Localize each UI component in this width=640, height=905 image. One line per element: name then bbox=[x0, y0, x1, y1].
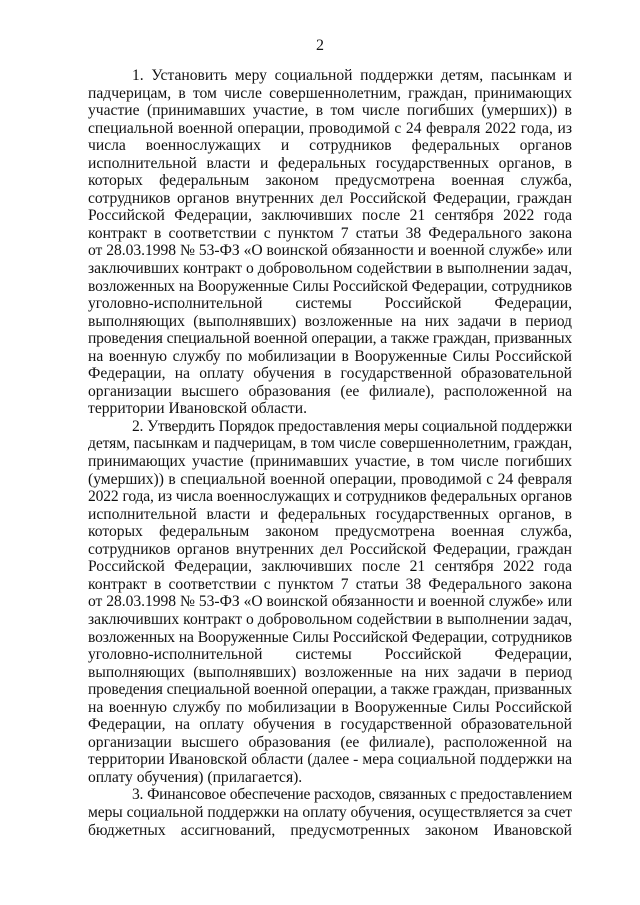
text-line: 2022 года, из числа военнослужащих и сотрудников федеральных органов bbox=[88, 488, 572, 506]
text-line-paragraph-3-start: 3. Финансовое обеспечение расходов, связанных с предоставлением bbox=[132, 786, 572, 804]
text-line: специальной военной операции, проводимой с 24 февраля 2022 года, из bbox=[88, 119, 572, 137]
text-line: проведения специальной военной операции, а также граждан, призванных bbox=[88, 330, 572, 348]
text-line: выполняющих (выполнявших) возложенные на них задачи в период bbox=[88, 312, 572, 330]
text-line: уголовно-исполнительной системы Российской Федерации, bbox=[88, 295, 572, 313]
text-line-paragraph-1-start: 1. Установить меру социальной поддержки детям, пасынкам и bbox=[132, 67, 572, 84]
text-line: на военную службу по мобилизации в Вооруженные Силы Российской bbox=[88, 347, 572, 365]
text-line: детям, пасынкам и падчерицам, в том числе совершеннолетним, граждан, bbox=[88, 435, 572, 453]
text-line: исполнительной власти и федеральных государственных органов, в bbox=[88, 505, 572, 523]
text-line: контракт в соответствии с пунктом 7 статьи 38 Федерального закона bbox=[88, 575, 572, 593]
text-line: исполнительной власти и федеральных государственных органов, в bbox=[88, 154, 572, 172]
text-line: которых федеральным законом предусмотрена военная служба, bbox=[88, 523, 572, 541]
text-line: принимающих участие (принимавших участие, в том числе погибших bbox=[88, 453, 572, 471]
text-line: которых федеральным законом предусмотрена военная служба, bbox=[88, 172, 572, 190]
text-line: сотрудников органов внутренних дел Российской Федерации, граждан bbox=[88, 540, 572, 558]
document-body bbox=[88, 67, 572, 839]
text-line-paragraph-2-end: оплату обучения) (прилагается). bbox=[88, 768, 303, 786]
text-line: бюджетных ассигнований, предусмотренных законом Ивановской bbox=[88, 821, 572, 839]
text-line: заключивших контракт о добровольном содействии в выполнении задач, bbox=[88, 610, 572, 628]
text-line: проведения специальной военной операции, а также граждан, призванных bbox=[88, 681, 572, 699]
text-line: выполняющих (выполнявших) возложенные на них задачи в период bbox=[88, 663, 572, 681]
text-line: Федерации, на оплату обучения в государственной образовательной bbox=[88, 716, 572, 734]
page-number: 2 bbox=[316, 37, 324, 54]
text-line: числа военнослужащих и сотрудников федеральных органов bbox=[88, 137, 572, 155]
text-line: (умерших)) в специальной военной операции, проводимой с 24 февраля bbox=[88, 470, 572, 488]
text-line: уголовно-исполнительной системы Российской Федерации, bbox=[88, 646, 572, 664]
text-line: организации высшего образования (ее филиале), расположенной на bbox=[88, 382, 572, 400]
text-line: возложенных на Вооруженные Силы Российской Федерации, сотрудников bbox=[88, 628, 572, 646]
text-line: возложенных на Вооруженные Силы Российской Федерации, сотрудников bbox=[88, 277, 572, 295]
text-line-paragraph-1-end: территории Ивановской области. bbox=[88, 400, 307, 418]
text-line: меры социальной поддержки на оплату обучения, осуществляется за счет bbox=[88, 803, 572, 821]
text-line: сотрудников органов внутренних дел Российской Федерации, граждан bbox=[88, 189, 572, 207]
text-line: участие (принимавших участие, в том числе погибших (умерших)) в bbox=[88, 102, 572, 120]
text-line: падчерицам, в том числе совершеннолетним, граждан, принимающих bbox=[88, 84, 572, 102]
text-line: Федерации, на оплату обучения в государственной образовательной bbox=[88, 365, 572, 383]
text-line: Российской Федерации, заключивших после 21 сентября 2022 года bbox=[88, 207, 572, 225]
text-line: контракт в соответствии с пунктом 7 статьи 38 Федерального закона bbox=[88, 224, 572, 242]
text-line: заключивших контракт о добровольном содействии в выполнении задач, bbox=[88, 260, 572, 278]
text-line: Российской Федерации, заключивших после 21 сентября 2022 года bbox=[88, 558, 572, 576]
text-line-paragraph-2-start: 2. Утвердить Порядок предоставления меры социальной поддержки bbox=[132, 417, 572, 435]
text-line: организации высшего образования (ее филиале), расположенной на bbox=[88, 733, 572, 751]
text-line: территории Ивановской области (далее - мера социальной поддержки на bbox=[88, 751, 572, 769]
text-line: на военную службу по мобилизации в Вооруженные Силы Российской bbox=[88, 698, 572, 716]
text-line: от 28.03.1998 № 53-ФЗ «О воинской обязанности и военной службе» или bbox=[88, 593, 572, 611]
text-line: от 28.03.1998 № 53-ФЗ «О воинской обязанности и военной службе» или bbox=[88, 242, 572, 260]
